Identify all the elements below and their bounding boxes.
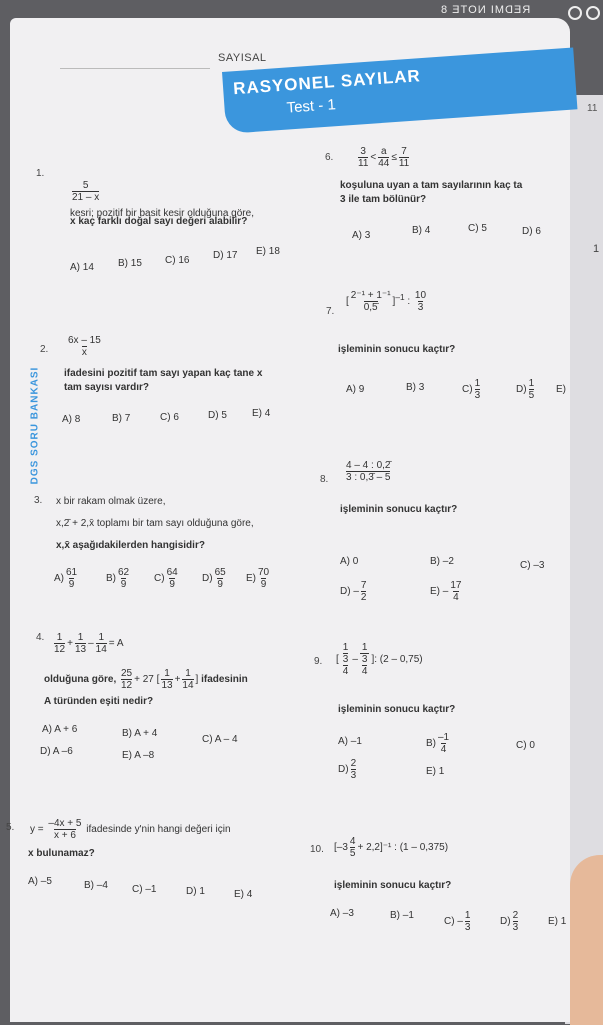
q5-number: 5. [6,822,15,833]
q10-option-c[interactable]: C) – $\frac{1}{3}$ [444,910,471,933]
q5-option-a[interactable]: A) –5 [28,876,52,887]
q3-text-1: x bir rakam olmak üzere, [56,496,166,507]
q5-option-d[interactable]: D) 1 [186,886,205,897]
q1-option-e[interactable]: E) 18 [256,246,280,257]
q2-number: 2. [40,344,49,355]
q5-option-c[interactable]: C) –1 [132,884,157,895]
q6-number: 6. [325,152,334,163]
q10-question: işleminin sonucu kaçtır? [334,880,452,891]
q6-option-d[interactable]: D) 6 [522,226,541,237]
q4-equation: $\frac{1}{12}$ + $\frac{1}{13}$ – $\frac{1}{14}$ = A [54,632,124,655]
q6-text: koşuluna uyan a tam sayılarının kaç ta [340,180,523,191]
q3-option-d[interactable]: D) $\frac{65}{9}$ [202,567,226,590]
q4-option-c[interactable]: C) A – 4 [202,734,238,745]
q8-option-e[interactable]: E) – $\frac{17}{4}$ [430,580,462,603]
q5-equation: y = $\frac{-4x + 5}{x + 6}$ ifadesinde y'nin hangi değeri için [30,818,231,841]
header-rule [60,68,210,69]
q1-question: x kaç farklı doğal sayı değeri alabilir? [70,216,248,227]
q2-question: tam sayısı vardır? [64,382,150,393]
q7-expression: [ $\frac{\text{2⁻¹ + 1⁻¹}}{0,5̄}$ ]$^{-1}$ : $\frac{10}{3}$ [346,290,427,313]
q9-question: işleminin sonucu kaçtır? [338,704,456,715]
q1-option-c[interactable]: C) 16 [165,255,190,266]
q8-option-d[interactable]: D) – $\frac{7}{2}$ [340,580,367,603]
q7-question: işleminin sonucu kaçtır? [338,344,456,355]
q8-option-c[interactable]: C) –3 [520,560,545,571]
q4-option-b[interactable]: B) A + 4 [122,728,158,739]
q3-question: x,x̄ aşağıdakilerden hangisidir? [56,540,205,551]
q9-number: 9. [314,656,323,667]
q3-option-a[interactable]: A) $\frac{61}{9}$ [54,567,78,590]
q4-text: olduğuna göre, $\frac{25}{12}$ + 27 [ $\frac{1}{13}$ + $\frac{1}{14}$ ] ifadesinin [44,668,248,691]
q2-option-b[interactable]: B) 7 [112,413,131,424]
q7-number: 7. [326,306,335,317]
q1-option-a[interactable]: A) 14 [70,262,94,273]
q9-option-c[interactable]: C) 0 [516,740,535,751]
q10-option-b[interactable]: B) –1 [390,910,414,921]
q6-inequality: $\frac{3}{11}$ < $\frac{a}{44}$ ≤ $\frac{7}{11}$ [358,146,410,169]
q9-option-e[interactable]: E) 1 [426,766,445,777]
q8-question: işleminin sonucu kaçtır? [340,504,458,515]
q9-option-a[interactable]: A) –1 [338,736,362,747]
q1-fraction: $\frac{5}{21 - x}$ [72,180,100,203]
q4-question: A türünden eşiti nedir? [44,696,154,707]
q4-option-e[interactable]: E) A –8 [122,750,155,761]
q3-number: 3. [34,495,43,506]
q1-option-d[interactable]: D) 17 [213,250,238,261]
q8-expression: $\frac{4 - 4 : 0,2̄}{3 : 0,3̄ - 5}$ [346,460,391,483]
q5-option-e[interactable]: E) 4 [234,889,253,900]
q3-option-c[interactable]: C) $\frac{64}{9}$ [154,567,178,590]
q2-option-c[interactable]: C) 6 [160,412,179,423]
camera-circle-icon [586,6,600,20]
q1-option-b[interactable]: B) 15 [118,258,142,269]
q10-expression: [–3 $\frac{4}{5}$ + 2,2]⁻¹ : (1 – 0,375) [334,836,449,859]
q2-option-a[interactable]: A) 8 [62,414,81,425]
q4-option-d[interactable]: D) A –6 [40,746,73,757]
q6-question: 3 ile tam bölünür? [340,194,427,205]
q5-question: x bulunamaz? [28,848,95,859]
side-label: DGS SORU BANKASI [29,366,41,485]
finger-photo [570,855,603,1025]
q3-option-e[interactable]: E) $\frac{70}{9}$ [246,567,270,590]
q7-option-d[interactable]: D) $\frac{1}{5}$ [516,378,535,401]
section-label: SAYISAL [218,52,267,64]
q8-option-a[interactable]: A) 0 [340,556,359,567]
q3-option-b[interactable]: B) $\frac{62}{9}$ [106,567,130,590]
q2-fraction: $\frac{6x - 15}{x}$ [68,335,101,358]
q10-option-d[interactable]: D) $\frac{2}{3}$ [500,910,519,933]
q7-option-e[interactable]: E) [556,384,566,395]
q10-option-a[interactable]: A) –3 [330,908,354,919]
q9-expression: [ $\frac{\frac{1}{3}}{4}$ – $\frac{1}{\frac{3}{4}}$ ]: (2 – 0,75) [336,642,423,677]
q4-number: 4. [36,632,45,643]
page-subtitle: Test - 1 [286,96,337,117]
q6-option-a[interactable]: A) 3 [352,230,371,241]
q8-option-b[interactable]: B) –2 [430,556,454,567]
q3-text-2: x,2̄ + 2,x̄ toplamı bir tam sayı olduğuna göre, [56,518,254,529]
page-title: RASYONEL SAYILAR [232,66,422,99]
phone-watermark: REDMI NOTE 8 [440,4,531,16]
q10-number: 10. [310,844,324,855]
q2-option-e[interactable]: E) 4 [252,408,271,419]
q5-option-b[interactable]: B) –4 [84,880,108,891]
q7-option-a[interactable]: A) 9 [346,384,365,395]
q8-number: 8. [320,474,329,485]
q10-option-e[interactable]: E) 1 [548,916,567,927]
page-number: 11 [587,103,598,114]
q4-option-a[interactable]: A) A + 6 [42,724,78,735]
q7-option-c[interactable]: C) $\frac{1}{3}$ [462,378,481,401]
q7-option-b[interactable]: B) 3 [406,382,425,393]
q9-option-b[interactable]: B) $\frac{-1}{4}$ [426,732,450,755]
q2-text: ifadesini pozitif tam sayı yapan kaç tane x [64,368,263,379]
q1-text: kesri; pozitif bir basit kesir olduğuna göre, [70,208,254,219]
q1-number: 1. [36,168,45,179]
q2-option-d[interactable]: D) 5 [208,410,227,421]
right-page-number: 1 [593,243,600,255]
q6-option-b[interactable]: B) 4 [412,225,431,236]
q9-option-d[interactable]: D) $\frac{2}{3}$ [338,758,357,781]
q6-option-c[interactable]: C) 5 [468,223,487,234]
camera-circle-icon [568,6,582,20]
